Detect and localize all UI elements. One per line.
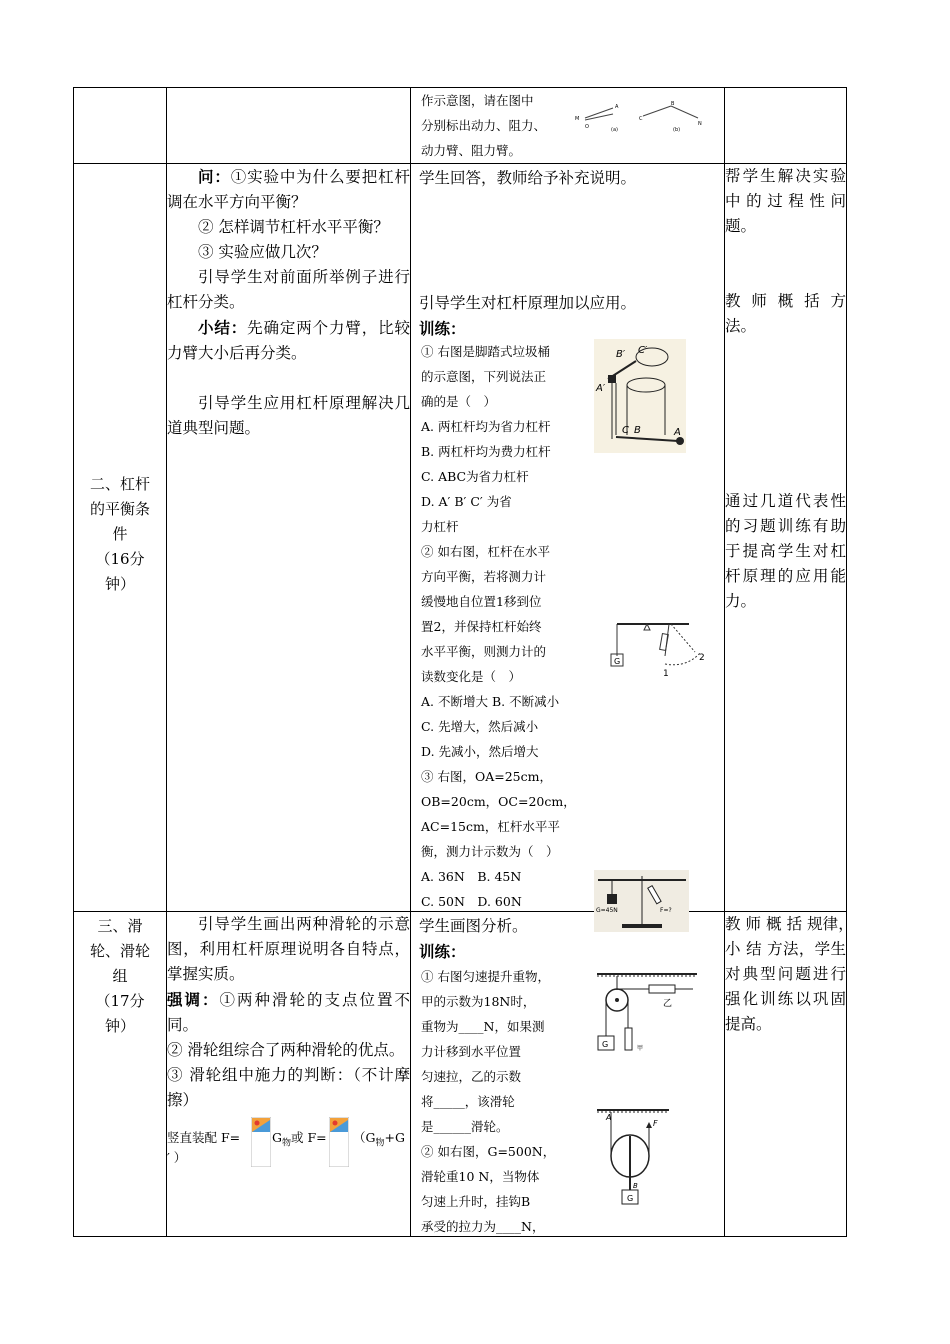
stage-line: 钟） bbox=[104, 1017, 135, 1035]
svg-text:B: B bbox=[633, 1182, 638, 1190]
apply-guide: 引导学生对杠杆原理加以应用。 bbox=[419, 294, 637, 312]
student-answer: 学生回答，教师给予补充说明。 bbox=[419, 169, 637, 187]
ex3-option-ab: A. 36N B. 45N bbox=[421, 869, 522, 884]
intent-c: 通过几道代表性的习题训练有助于提高学生对杠杆原理的应用能力。 bbox=[725, 492, 846, 610]
svg-text:G: G bbox=[614, 657, 621, 666]
fraction-image-icon bbox=[329, 1117, 349, 1167]
svg-text:A′: A′ bbox=[596, 383, 606, 394]
ex2-line: 方向平衡，若将测力计 bbox=[421, 569, 547, 584]
student-activity-pulley bbox=[411, 912, 725, 1237]
stage-line: 三、滑 bbox=[97, 917, 143, 935]
stage-line: （17分 bbox=[95, 992, 145, 1010]
training-label-2: 训练： bbox=[419, 942, 466, 961]
ex2-line: 置2，并保持杠杆始终 bbox=[421, 619, 542, 634]
training-label: 训练： bbox=[419, 319, 466, 338]
ex2-option-c: C. 先增大，然后减小 bbox=[421, 719, 539, 734]
question-2: ② 怎样调节杠杆水平平衡？ bbox=[198, 218, 389, 236]
question-3: ③ 实验应做几次？ bbox=[198, 243, 327, 261]
stage-line: 组 bbox=[112, 967, 128, 985]
fraction-image-icon bbox=[251, 1117, 271, 1167]
ex2-line: 缓慢地自位置1移到位 bbox=[421, 594, 542, 609]
ex2-line: ② 如右图，杠杆在水平 bbox=[421, 544, 550, 559]
svg-text:B: B bbox=[634, 425, 641, 436]
emphasis-3: ③ 滑轮组中施力的判断：（不计摩擦） bbox=[167, 1066, 410, 1109]
svg-text:B: B bbox=[671, 101, 675, 107]
pulley-ex1-line: 将_____，该滑轮 bbox=[421, 1094, 515, 1109]
ex3-line: AC=15cm，杠杆水平平 bbox=[421, 819, 560, 834]
guide-apply: 引导学生应用杠杆原理解决几道典型问题。 bbox=[167, 394, 410, 437]
pulley-ex1-line: 匀速拉，乙的示数 bbox=[421, 1069, 522, 1084]
emphasis-label: 强调： bbox=[167, 990, 220, 1009]
row0-line-1: 作示意图，请在图中 bbox=[421, 93, 534, 108]
table-row-lever-balance bbox=[74, 164, 847, 912]
svg-text:N: N bbox=[698, 121, 702, 127]
svg-text:G=45N: G=45N bbox=[596, 907, 618, 914]
teacher-activity-lever bbox=[167, 164, 411, 912]
pulley-ex2-line: ② 如右图，G=500N， bbox=[421, 1144, 556, 1159]
svg-text:G: G bbox=[602, 1040, 609, 1049]
pulley-formula: 竖直装配 F= $G_物$或 F= （$G_物+G$ ′ ） bbox=[167, 1115, 410, 1167]
pulley-guide: 引导学生画出两种滑轮的示意图，利用杠杆原理说明各自特点，掌握实质。 bbox=[167, 915, 410, 983]
question-label: 问： bbox=[198, 167, 231, 186]
row0-line-3: 动力臂、阻力臂。 bbox=[421, 143, 522, 158]
ex1-option-a: A. 两杠杆均为省力杠杆 bbox=[421, 419, 551, 434]
emphasis-2: ② 滑轮组综合了两种滑轮的优点。 bbox=[167, 1041, 405, 1059]
svg-text:B′: B′ bbox=[616, 349, 626, 360]
ex3-option-cd: C. 50N D. 60N bbox=[421, 894, 522, 909]
svg-text:甲: 甲 bbox=[637, 1045, 644, 1052]
guide-classify: 引导学生对前面所举例子进行杠杆分类。 bbox=[167, 268, 410, 311]
ex1-option-c: C. ABC为省力杠杆 bbox=[421, 469, 529, 484]
ex2-line: 水平平衡，则测力计的 bbox=[421, 644, 547, 659]
stage-line: （16分 bbox=[95, 550, 145, 568]
pulley-ex2-line: 承受的拉力为____N， bbox=[421, 1219, 545, 1234]
pulley-ex2-line: 匀速上升时，挂钩B bbox=[421, 1194, 531, 1209]
stage-line: 件 bbox=[112, 525, 128, 543]
emphasis-1: ①两种滑轮的支点位置不同。 bbox=[167, 991, 410, 1034]
stage-line: 钟） bbox=[104, 575, 135, 593]
svg-text:(a): (a) bbox=[611, 127, 618, 133]
pulley-ex1-line: 甲的示数为18N时， bbox=[421, 994, 536, 1009]
pulley-ex1-line: 是______滑轮。 bbox=[421, 1119, 509, 1134]
table-row-continuation bbox=[74, 88, 847, 164]
ex1-option-d: D. A′ B′ C′ 为省 bbox=[421, 494, 512, 509]
ex1-line: ① 右图是脚踏式垃圾桶 bbox=[421, 344, 550, 359]
svg-text:C′: C′ bbox=[638, 345, 648, 356]
ex3-line: OB=20cm，OC=20cm， bbox=[421, 794, 576, 809]
svg-text:C: C bbox=[639, 116, 643, 122]
pulley-ex1-line: 力计移到水平位置 bbox=[421, 1044, 522, 1059]
stage-line: 的平衡条 bbox=[89, 500, 150, 518]
svg-text:A: A bbox=[615, 104, 619, 110]
lever-sketch-figure bbox=[573, 98, 703, 134]
stage-line: 二、杠杆 bbox=[89, 475, 150, 493]
stage-cell-lever bbox=[74, 164, 167, 912]
ex1-option-b: B. 两杠杆均为费力杠杆 bbox=[421, 444, 551, 459]
student-activity-lever bbox=[411, 164, 725, 912]
stage-line: 轮、滑轮 bbox=[89, 942, 150, 960]
fixed-pulley-figure bbox=[593, 970, 703, 1062]
svg-text:(b): (b) bbox=[673, 127, 681, 133]
question-1: ①实验中为什么要把杠杆调在水平方向平衡？ bbox=[167, 168, 410, 211]
summary-label: 小结： bbox=[198, 318, 248, 337]
table-row-pulley bbox=[74, 912, 847, 1237]
intent-b: 教 师 概 括 方法。 bbox=[725, 292, 846, 335]
svg-text:O: O bbox=[585, 124, 589, 130]
ex1-line: 力杠杆 bbox=[421, 519, 459, 534]
ex2-option-d: D. 先减小，然后增大 bbox=[421, 744, 539, 759]
svg-text:G: G bbox=[627, 1194, 634, 1203]
stage-cell-pulley bbox=[74, 912, 167, 1237]
ex3-line: ③ 右图，OA=25cm， bbox=[421, 769, 552, 784]
summary-text: 先确定两个力臂，比较力臂大小后再分类。 bbox=[167, 319, 410, 362]
trash-can-figure bbox=[594, 339, 686, 453]
lesson-plan-table bbox=[73, 87, 862, 1237]
movable-pulley-figure bbox=[593, 1106, 673, 1212]
ex2-option-ab: A. 不断增大 B. 不断减小 bbox=[421, 694, 560, 709]
ex1-line: 确的是（ ） bbox=[421, 394, 497, 409]
svg-text:乙: 乙 bbox=[663, 999, 673, 1009]
svg-text:1: 1 bbox=[663, 669, 669, 679]
pulley-ex1-line: ① 右图匀速提升重物， bbox=[421, 969, 550, 984]
ex3-line: 衡，测力计示数为（ ） bbox=[421, 844, 559, 859]
ex1-line: 的示意图，下列说法正 bbox=[421, 369, 547, 384]
lever-spring-scale-figure bbox=[609, 616, 709, 684]
svg-text:C: C bbox=[622, 425, 629, 436]
row0-line-2: 分别标出动力、阻力、 bbox=[421, 118, 547, 133]
svg-text:2: 2 bbox=[699, 653, 705, 663]
svg-text:F=?: F=? bbox=[660, 907, 672, 914]
intent-cell-lever bbox=[725, 164, 847, 912]
svg-text:A: A bbox=[674, 427, 681, 438]
teacher-activity-pulley bbox=[167, 912, 411, 1237]
pulley-ex2-line: 滑轮重10 N，当物体 bbox=[421, 1169, 540, 1184]
svg-text:F: F bbox=[653, 1119, 658, 1128]
svg-text:A: A bbox=[606, 1113, 612, 1122]
intent-cell-pulley bbox=[725, 912, 862, 1237]
student-draw: 学生画图分析。 bbox=[419, 917, 528, 935]
ex2-line: 读数变化是（ ） bbox=[421, 669, 522, 684]
svg-text:M: M bbox=[575, 116, 580, 122]
intent-pulley: 教 师 概 括 规律， 小 结 方法，学生对典型问题进行强化训练以巩固提高。 bbox=[725, 915, 862, 1033]
intent-a: 帮学生解决实验中的过程性问题。 bbox=[725, 167, 846, 235]
pulley-ex1-line: 重物为____N，如果测 bbox=[421, 1019, 545, 1034]
